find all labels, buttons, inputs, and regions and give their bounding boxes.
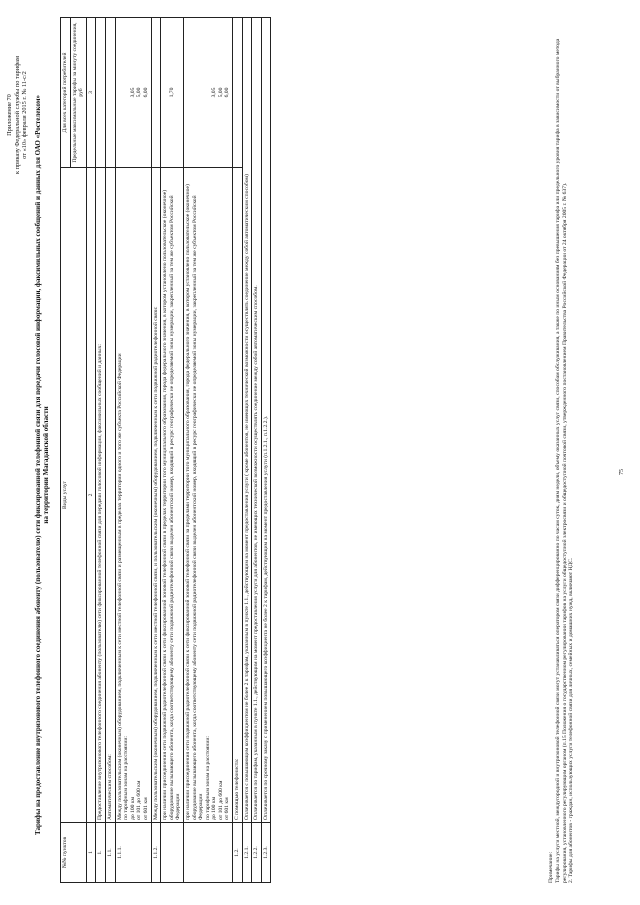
row-number: 1.1. — [105, 823, 115, 883]
row-number: 1. — [96, 823, 106, 883]
row-value — [233, 18, 243, 168]
appendix-header — [6, 20, 29, 210]
row-number: 1.2.3. — [261, 823, 271, 883]
row-text — [183, 168, 232, 823]
row-number: 1.1.2. — [151, 823, 161, 883]
row-value — [105, 18, 115, 168]
table-row — [242, 18, 252, 883]
row-number: 1.2.1. — [242, 823, 252, 883]
row-text-main: при наличии присоединения сети подвижной радиотелефонной связи к сети фиксированной зоновой телефонной связи за пределами территории того муниципального образования, города федерального значения, в котором установлено пользовательское (оконечное) оборудование вызывающего абонента, когда соответствующему абоненту сети подвижной радиотелефонной связи выделен абонентский номер, входящий в ресурс географически не определяемой зоны нумерации, закрепленный за тем же субъектом Российской Федерации — [184, 184, 205, 820]
table-row — [151, 18, 161, 883]
table-row — [183, 18, 232, 883]
row-number: 1.2. — [233, 823, 243, 883]
document-title: Тарифы на предоставление внутризонового телефонного соединения абоненту (пользователю) сети фиксированной телефонной связи для передачи голосовой информации, факсимильных сообщений и данных для ОАО «Ростелеком» на территории Магаданской области — [34, 95, 50, 835]
tariff-value: 6,00 — [224, 87, 231, 98]
tariff-value: 5,00 — [136, 87, 143, 98]
zone-subtitle: по тарифным зонам на расстоянии: — [123, 736, 130, 820]
table-row — [161, 18, 184, 883]
tariff-value: 6,00 — [142, 87, 149, 98]
table-row — [96, 18, 106, 883]
row-value — [183, 18, 232, 168]
index-cell: 1 — [86, 823, 96, 883]
row-value — [96, 18, 106, 168]
row-value — [115, 18, 151, 168]
table-row — [115, 18, 151, 883]
notes-section — [548, 18, 575, 883]
tariff-value: 5,00 — [217, 87, 224, 98]
table-row — [252, 18, 262, 883]
row-number: 1.1.1. — [115, 823, 151, 883]
row-text: Автоматическим способом: — [105, 168, 115, 823]
row-text: при наличии присоединения сети подвижной радиотелефонной связи к сети фиксированной зоновой телефонной связи в пределах территории того муниципального образования, города федерального значения, в котором установлено пользовательское (оконечное) оборудование вызывающего абонента, когда соответствующему абоненту сети подвижной радиотелефонной связи выделен абонентский номер, входящий в ресурс географически не определяемой зоны нумерации, закрепленный за тем же субъектом Российской Федерации — [161, 168, 184, 823]
row-text: Предоставление внутризонового телефонного соединения абоненту (пользователю) сети фиксированной телефонной связи для передачи голосовой информации, факсимильных сообщений и данных: — [96, 168, 106, 823]
row-number: 1.2.2. — [252, 823, 262, 883]
index-cell: 3 — [86, 18, 96, 168]
appendix-order: к приказу Федеральной службы по тарифам — [13, 56, 21, 174]
note-item: Тарифы на услуги местной, междугородной и внутризоновой телефонной связи могут устанавливаться оператором связи дифференцированно по часам суток, дням недели, объему оказанных услуг связи, способам обслуживания, а также по иным основаниям без превышения тарифа или предельного уровня тарифа в зависимости от выбранного метода регулирования, установленного регулирующим органом (п.15 Положения о государственном регулировании тарифов на услуги общедоступной электросвязи и общедоступной почтовой связи, утвержденного постановлением Правительства Российской Федерации от 24 октября 2005 г. № 637). — [554, 38, 568, 883]
tariff-table — [60, 17, 271, 883]
row-number — [161, 823, 184, 883]
header-num: №№ пунктов — [61, 823, 87, 883]
row-text: Оплачивается с повышающим коэффициентом не более 2 к тарифам, указанным в пункте 1.1., действующим на момент предоставления услуги ( кроме абонентов, не имеющих технической возможности осуществлять соединение между собой автоматическим способом) — [242, 18, 252, 823]
row-value: 1,70 — [161, 18, 184, 168]
row-number — [183, 823, 232, 883]
index-cell: 2 — [86, 168, 96, 823]
zone-label: от 101 до 600 км — [136, 780, 143, 820]
appendix-number: Приложение 70 — [6, 94, 13, 136]
table-header-row — [61, 18, 71, 883]
row-value — [151, 18, 161, 168]
tariff-value: 3,05 — [211, 87, 218, 98]
notes-heading: Примечание: — [548, 851, 554, 883]
header-price: Предельные максимальные тарифы за минуту соединения, руб — [70, 18, 86, 168]
row-text: Оплачивается по тарифам, указанным в пункте 1.1., действующим на момент предоставления услуги для абонентов, не имеющих технической возможности осуществлять соединение между собой автоматическим способом. — [252, 18, 262, 823]
row-text: С помощью телефониста: — [233, 168, 243, 823]
zone-label: до 100 км — [211, 796, 218, 820]
header-service: Виды услуг — [61, 168, 87, 823]
zone-subtitle: по тарифным зонам на расстоянии: — [204, 736, 211, 820]
table-row — [261, 18, 271, 883]
appendix-date: от «10» февраля 2015 г. № 11-с/2 — [21, 71, 29, 159]
zone-label: от 601 км — [224, 797, 231, 820]
page-number: 75 — [619, 469, 625, 475]
table-row — [105, 18, 115, 883]
row-text: Оплачивается по срочному заказу с применением повышающего коэффициента не более 2 к тарифам, действующим на момент предоставления услуги (п.1.2.1., п.1.2.2.). — [261, 18, 271, 823]
zone-label: от 101 до 600 км — [217, 780, 224, 820]
note-item: 2. Тарифы для абонентов - граждан, использующих услуги телефонной связи для личных, семейных и домашних нужд, включают НДС. — [568, 557, 575, 883]
zone-label: от 601 км — [142, 797, 149, 820]
zone-label: до 100 км — [129, 796, 136, 820]
row-text-main: Между пользовательским (оконечным) оборудованием, подключенным к сети местной телефонной связи и размещенным в пределах территории одного и того же субъекта Российской Федерации — [116, 353, 123, 820]
row-text — [115, 168, 151, 823]
row-text: Между пользовательским (оконечным) оборудованием, подключенным к сети местной телефонной связи, и пользовательским (оконечным) оборудованием, подключенным к сети подвижной радиотелефонной связи: — [151, 168, 161, 823]
table-row — [233, 18, 243, 883]
tariff-value: 3,05 — [129, 87, 136, 98]
header-group: Для всех категорий потребителей — [61, 18, 71, 168]
table-index-row — [86, 18, 96, 883]
